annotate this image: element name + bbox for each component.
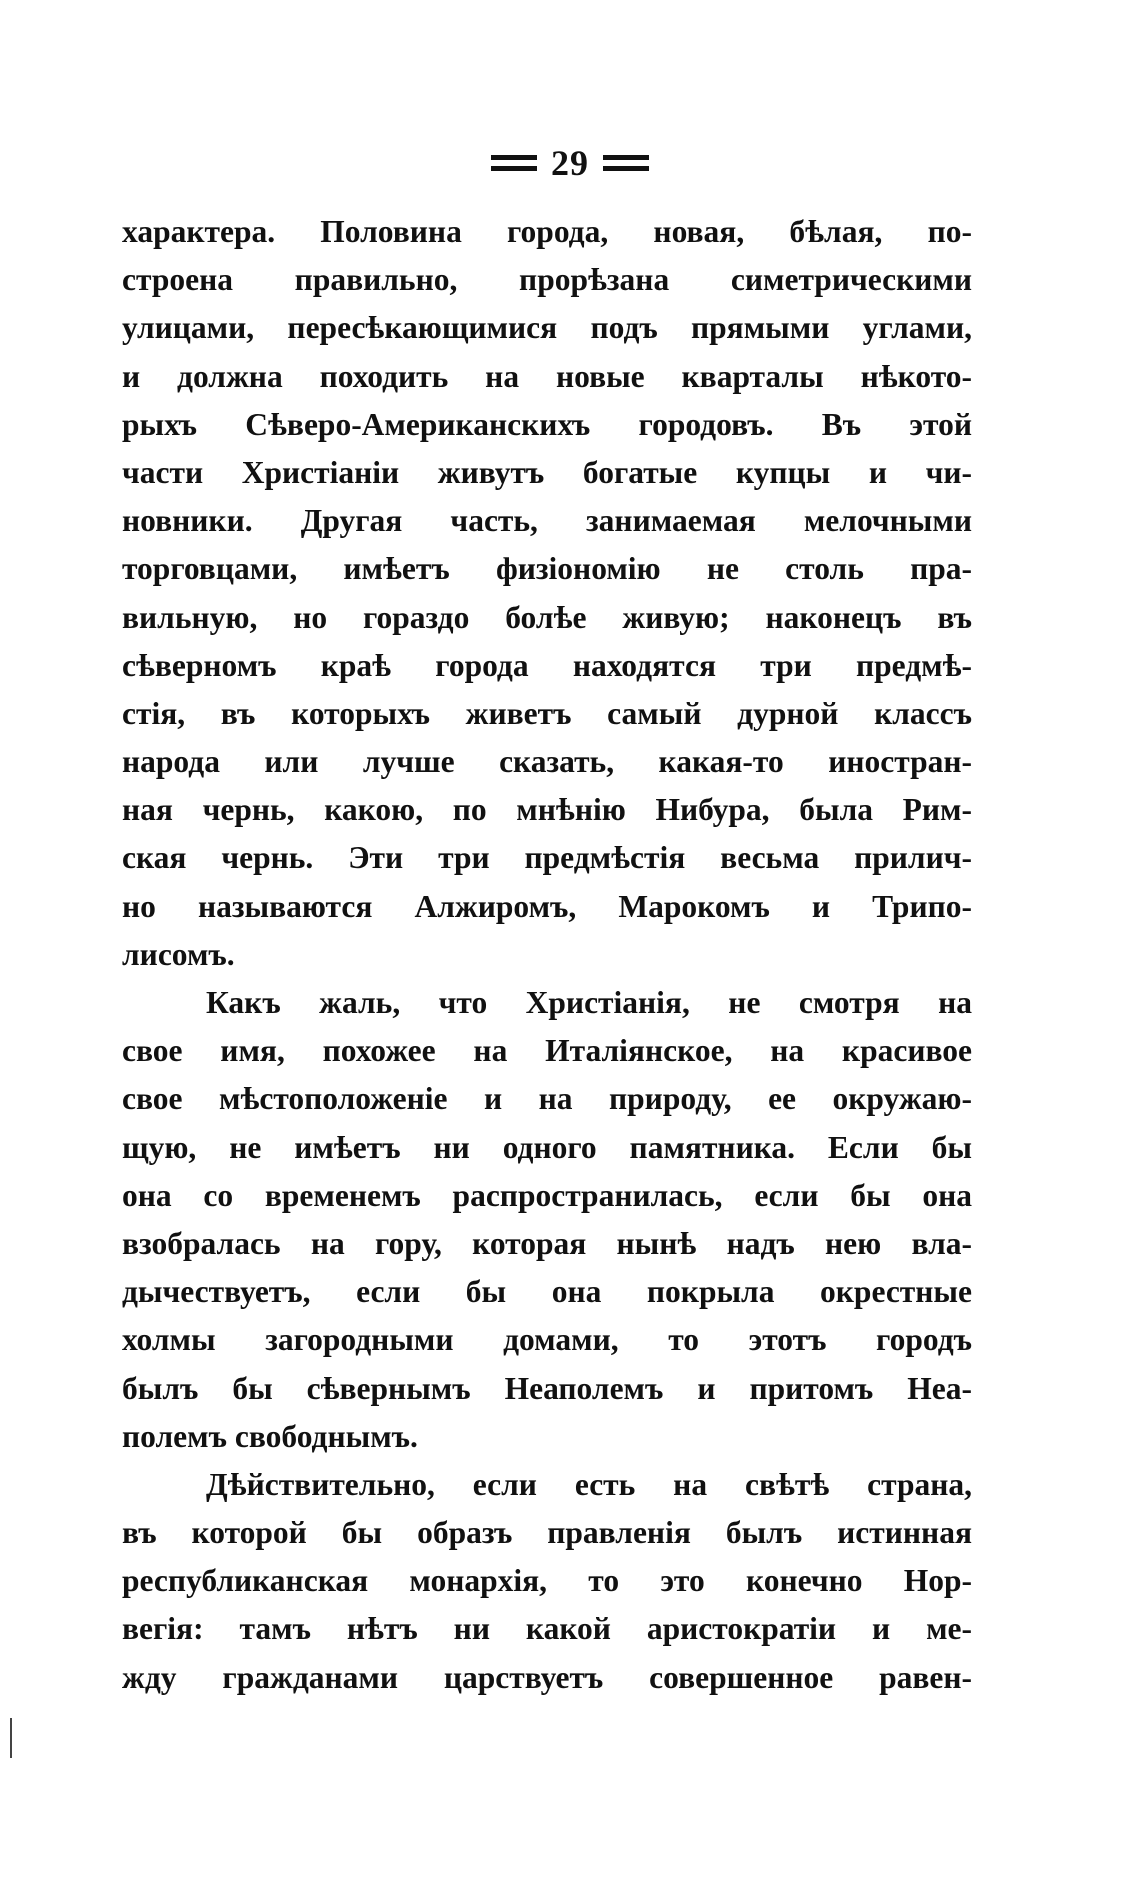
text-line: части Христіаніи живутъ богатые купцы и чи-: [122, 454, 972, 490]
text-line: полемъ свободнымъ.: [122, 1418, 418, 1454]
right-double-rule: [603, 155, 649, 171]
text-line: сѣверномъ краѣ города находятся три предмѣ-: [122, 647, 972, 683]
text-line: и должна походить на новые кварталы нѣкото-: [122, 358, 972, 394]
text-line: республиканская монархія, то это конечно Нор-: [122, 1563, 972, 1599]
text-line: ная чернь, какою, по мнѣнію Нибура, была Рим-: [122, 792, 972, 828]
text-line: рыхъ Сѣверо-Американскихъ городовъ. Въ этой: [122, 406, 972, 442]
text-line: характера. Половина города, новая, бѣлая, по-: [122, 214, 972, 249]
text-line: торговцами, имѣетъ физіономію не столь пра-: [122, 551, 972, 587]
text-line: холмы загородными домами, то этотъ городъ: [122, 1322, 972, 1358]
text-line: вегія: тамъ нѣтъ ни какой аристократіи и ме-: [122, 1611, 972, 1647]
scan-margin-mark: [10, 1718, 12, 1758]
text-line: она со временемъ распространилась, если бы она: [122, 1177, 972, 1213]
text-line: жду гражданами царствуетъ совершенное равен-: [122, 1659, 972, 1695]
body-text: [122, 208, 972, 1702]
text-line: лисомъ.: [122, 936, 235, 972]
text-line: свое имя, похожее на Италіянское, на красивое: [122, 1033, 972, 1069]
text-line: стія, въ которыхъ живетъ самый дурной классъ: [122, 695, 972, 731]
text-line: въ которой бы образъ правленія былъ истинная: [122, 1515, 972, 1551]
page-header: [0, 138, 1140, 188]
text-line: свое мѣстоположеніе и на природу, ее окружаю-: [122, 1081, 972, 1117]
text-line: строена правильно, прорѣзана симетрическими: [122, 262, 972, 298]
text-line: Какъ жаль, что Христіанія, не смотря на: [206, 985, 972, 1020]
text-line: взобралась на гору, которая нынѣ надъ нею вла-: [122, 1225, 972, 1261]
text-line: но называются Алжиромъ, Марокомъ и Трипо-: [122, 888, 972, 924]
text-line: Дѣйствительно, если есть на свѣтѣ страна,: [206, 1466, 972, 1502]
left-double-rule: [491, 155, 537, 171]
text-line: новники. Другая часть, занимаемая мелочными: [122, 503, 972, 539]
text-line: улицами, пересѣкающимися подъ прямыми углами,: [122, 310, 972, 346]
page-number: 29: [551, 143, 589, 183]
text-line: вильную, но гораздо болѣе живую; наконецъ въ: [122, 599, 972, 635]
text-line: народа или лучше сказать, какая-то иностран-: [122, 744, 972, 780]
text-line: ская чернь. Эти три предмѣстія весьма прилич-: [122, 840, 972, 876]
text-line: дычествуетъ, если бы она покрыла окрестные: [122, 1274, 972, 1310]
text-line: былъ бы сѣвернымъ Неаполемъ и притомъ Неа-: [122, 1370, 972, 1406]
text-line: щую, не имѣетъ ни одного памятника. Если бы: [122, 1129, 972, 1165]
